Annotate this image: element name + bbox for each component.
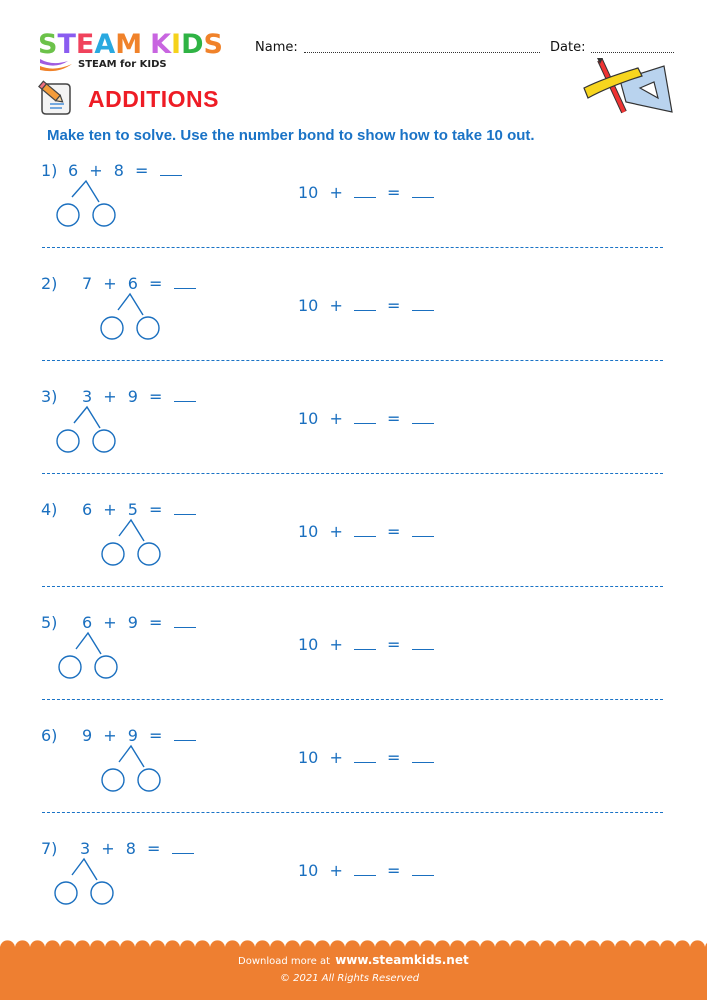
bond-circle-left[interactable] <box>55 882 77 904</box>
make-ten-equation <box>298 748 434 767</box>
remainder-blank[interactable] <box>354 749 376 763</box>
instructions: Make ten to solve. Use the number bond to show how to take 10 out. <box>47 127 535 144</box>
number-bond-icon <box>50 855 120 911</box>
number-bond-icon <box>96 290 166 346</box>
problem-row <box>0 726 707 839</box>
remainder-blank[interactable] <box>354 636 376 650</box>
sum-blank[interactable] <box>412 749 434 763</box>
equals-text: = <box>375 409 412 428</box>
ten-plus-text: 10 + <box>298 748 354 767</box>
date-label: Date: <box>550 40 586 55</box>
make-ten-equation <box>298 635 434 654</box>
name-input-line[interactable] <box>304 52 540 53</box>
steam-kids-logo <box>38 29 238 74</box>
answer-blank[interactable] <box>172 840 194 854</box>
ten-plus-text: 10 + <box>298 522 354 541</box>
footer <box>0 940 707 1000</box>
bond-circle-right[interactable] <box>137 317 159 339</box>
website-link[interactable]: www.steamkids.net <box>335 953 469 967</box>
date-input-line[interactable] <box>591 52 674 53</box>
remainder-blank[interactable] <box>354 862 376 876</box>
remainder-blank[interactable] <box>354 410 376 424</box>
bond-circle-right[interactable] <box>95 656 117 678</box>
dashed-divider <box>42 247 663 248</box>
equals-text: = <box>375 296 412 315</box>
equals-text: = <box>375 748 412 767</box>
ten-plus-text: 10 + <box>298 635 354 654</box>
problem-row <box>0 839 707 952</box>
number-bond-icon <box>52 403 122 459</box>
equals-text: = <box>375 861 412 880</box>
sum-blank[interactable] <box>412 410 434 424</box>
dashed-divider <box>42 812 663 813</box>
problem-number: 6) <box>41 726 58 745</box>
equals-text: = <box>375 522 412 541</box>
problem-number: 1) <box>41 161 58 180</box>
dashed-divider <box>42 699 663 700</box>
equation-text: 9 + 9 = <box>82 726 163 745</box>
logo-letter: A <box>94 29 116 60</box>
number-bond-icon <box>97 742 167 798</box>
answer-blank[interactable] <box>174 388 196 402</box>
equals-text: = <box>375 183 412 202</box>
date-field[interactable] <box>550 40 674 55</box>
remainder-blank[interactable] <box>354 184 376 198</box>
make-ten-equation <box>298 183 434 202</box>
make-ten-equation <box>298 861 434 880</box>
equation-text: 7 + 6 = <box>82 274 163 293</box>
equation-text: 3 + 9 = <box>82 387 163 406</box>
bond-circle-left[interactable] <box>101 317 123 339</box>
logo-letter: T <box>57 29 76 60</box>
bond-circle-right[interactable] <box>138 543 160 565</box>
make-ten-equation <box>298 296 434 315</box>
dashed-divider <box>42 473 663 474</box>
ten-plus-text: 10 + <box>298 409 354 428</box>
problem-row <box>0 500 707 613</box>
equation-text: 3 + 8 = <box>80 839 161 858</box>
number-bond-icon <box>54 629 124 685</box>
problem-number: 4) <box>41 500 58 519</box>
remainder-blank[interactable] <box>354 297 376 311</box>
logo-letter: D <box>181 29 204 60</box>
answer-blank[interactable] <box>174 614 196 628</box>
ten-plus-text: 10 + <box>298 296 354 315</box>
sum-blank[interactable] <box>412 636 434 650</box>
problem-row <box>0 161 707 274</box>
bond-circle-left[interactable] <box>102 543 124 565</box>
ruler-set-square-icon <box>582 58 674 114</box>
problem-number: 2) <box>41 274 58 293</box>
problem-number: 3) <box>41 387 58 406</box>
bond-circle-right[interactable] <box>91 882 113 904</box>
problem-row <box>0 387 707 500</box>
sum-blank[interactable] <box>412 862 434 876</box>
bond-circle-left[interactable] <box>57 430 79 452</box>
equation-text: 6 + 5 = <box>82 500 163 519</box>
number-bond-icon <box>50 177 120 233</box>
logo-letter: S <box>38 29 58 60</box>
sum-blank[interactable] <box>412 184 434 198</box>
logo-letter: S <box>203 29 223 60</box>
dashed-divider <box>42 360 663 361</box>
problem-row <box>0 274 707 387</box>
logo-letter: I <box>171 29 182 60</box>
dashed-divider <box>42 586 663 587</box>
problem-number: 5) <box>41 613 58 632</box>
equation-text: 6 + 9 = <box>82 613 163 632</box>
equals-text: = <box>375 635 412 654</box>
answer-blank[interactable] <box>174 501 196 515</box>
logo-tagline: STEAM for KIDS <box>78 59 167 70</box>
logo-letter: K <box>150 29 172 60</box>
make-ten-equation <box>298 409 434 428</box>
problem-number: 7) <box>41 839 58 858</box>
answer-blank[interactable] <box>174 275 196 289</box>
logo-swoosh-icon <box>38 57 78 73</box>
scalloped-footer-bg <box>0 940 707 1000</box>
sum-blank[interactable] <box>412 297 434 311</box>
footer-download-text <box>238 953 469 967</box>
name-label: Name: <box>255 40 298 55</box>
answer-blank[interactable] <box>160 162 182 176</box>
download-prefix: Download more at <box>238 956 331 967</box>
page-title: ADDITIONS <box>88 86 219 112</box>
footer-copyright: © 2021 All Rights Reserved <box>280 973 420 984</box>
make-ten-equation <box>298 522 434 541</box>
logo-letter: M <box>115 29 143 60</box>
bond-circle-right[interactable] <box>93 430 115 452</box>
bond-circle-left[interactable] <box>59 656 81 678</box>
number-bond-icon <box>97 516 167 572</box>
pencil-paper-icon <box>36 80 76 116</box>
bond-circle-right[interactable] <box>93 204 115 226</box>
bond-circle-left[interactable] <box>102 769 124 791</box>
ten-plus-text: 10 + <box>298 183 354 202</box>
name-field[interactable] <box>255 40 540 55</box>
problem-row <box>0 613 707 726</box>
ten-plus-text: 10 + <box>298 861 354 880</box>
equation-text: 6 + 8 = <box>68 161 149 180</box>
remainder-blank[interactable] <box>354 523 376 537</box>
bond-circle-left[interactable] <box>57 204 79 226</box>
answer-blank[interactable] <box>174 727 196 741</box>
bond-circle-right[interactable] <box>138 769 160 791</box>
sum-blank[interactable] <box>412 523 434 537</box>
logo-letter: E <box>75 29 95 60</box>
